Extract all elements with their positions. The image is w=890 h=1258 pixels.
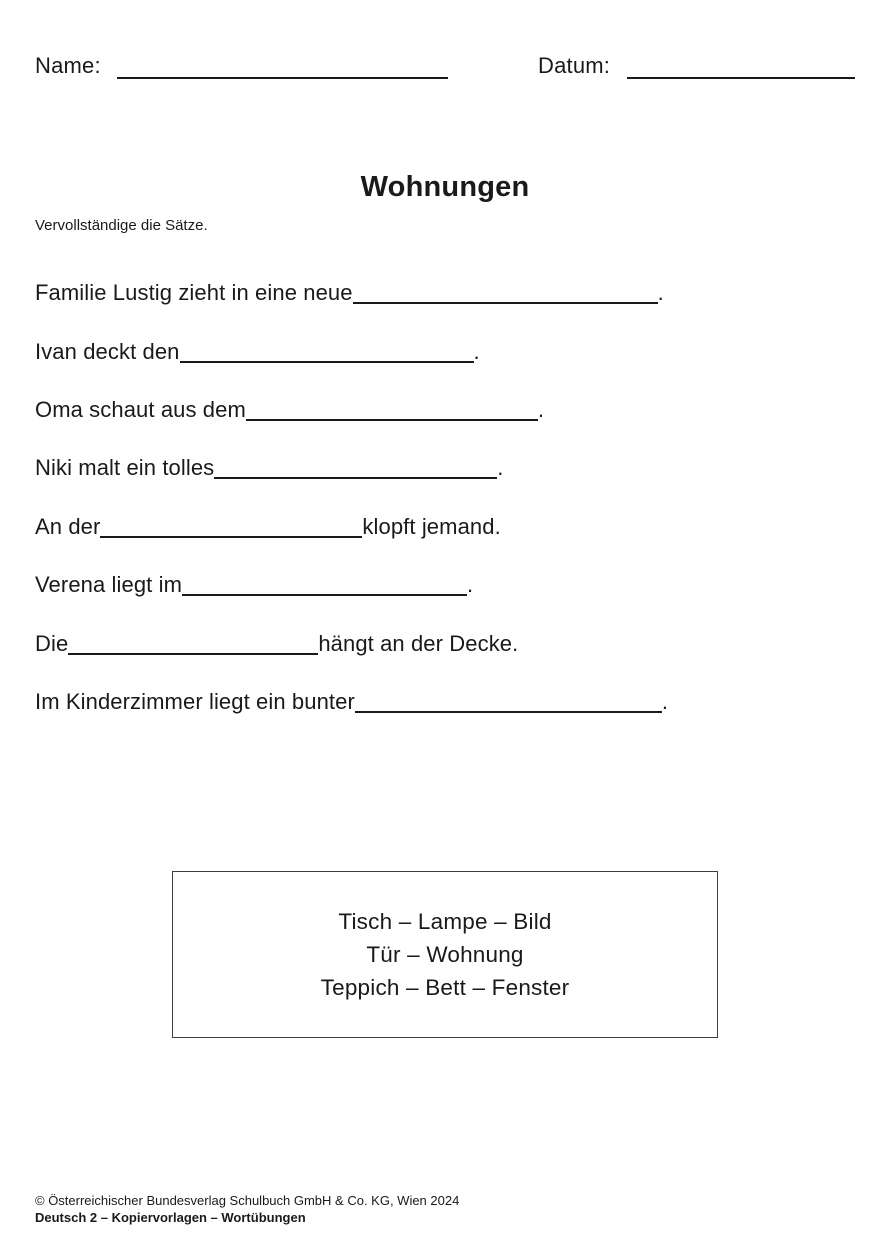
sentence-pre: Im Kinderzimmer liegt ein bunter: [35, 689, 355, 714]
sentence-row: [35, 631, 518, 657]
sentence-post: .: [657, 280, 664, 305]
name-fill-line: [117, 77, 448, 79]
word-box-line: Tür – Wohnung: [366, 941, 524, 967]
word-box-line: Tisch – Lampe – Bild: [338, 908, 552, 934]
sentence-row: [35, 280, 664, 306]
sentence-row: [35, 514, 501, 540]
sentence-row: [35, 455, 504, 481]
fill-in-blank: [68, 649, 318, 655]
sentence-row: [35, 689, 668, 715]
word-box: [172, 871, 718, 1038]
sentence-post: hängt an der Decke.: [318, 631, 519, 656]
sentence-pre: Niki malt ein tolles: [35, 455, 215, 480]
fill-in-blank: [182, 590, 467, 596]
sentence-pre: An der: [35, 514, 101, 539]
sentence-post: .: [473, 339, 480, 364]
sentence-row: [35, 397, 544, 423]
sentence-pre: Die: [35, 631, 69, 656]
copyright-line: © Österreichischer Bundesverlag Schulbuch GmbH & Co. KG, Wien 2024: [35, 1193, 460, 1208]
sentence-pre: Familie Lustig zieht in eine neue: [35, 280, 353, 305]
fill-in-blank: [180, 357, 474, 363]
instruction-text: Vervollständige die Sätze.: [35, 217, 208, 234]
sentence-post: .: [467, 572, 474, 597]
word-box-line: Teppich – Bett – Fenster: [320, 974, 570, 1000]
name-label: Name:: [35, 53, 101, 78]
fill-in-blank: [246, 415, 538, 421]
series-line: Deutsch 2 – Kopiervorlagen – Wortübungen: [35, 1210, 306, 1225]
fill-in-blank: [100, 532, 362, 538]
sentence-row: [35, 339, 480, 365]
datum-fill-line: [627, 77, 855, 79]
fill-in-blank: [353, 298, 658, 304]
sentence-pre: Ivan deckt den: [35, 339, 180, 364]
sentence-row: [35, 572, 473, 598]
sentence-post: .: [497, 455, 504, 480]
sentence-post: klopft jemand.: [362, 514, 501, 539]
fill-in-blank: [355, 707, 662, 713]
datum-label: Datum:: [538, 53, 611, 78]
page-title: Wohnungen: [360, 171, 530, 203]
sentence-post: .: [661, 689, 669, 714]
sentence-post: .: [537, 397, 545, 422]
sentence-pre: Oma schaut aus dem: [35, 397, 246, 422]
sentence-pre: Verena liegt im: [35, 572, 183, 597]
fill-in-blank: [214, 473, 497, 479]
